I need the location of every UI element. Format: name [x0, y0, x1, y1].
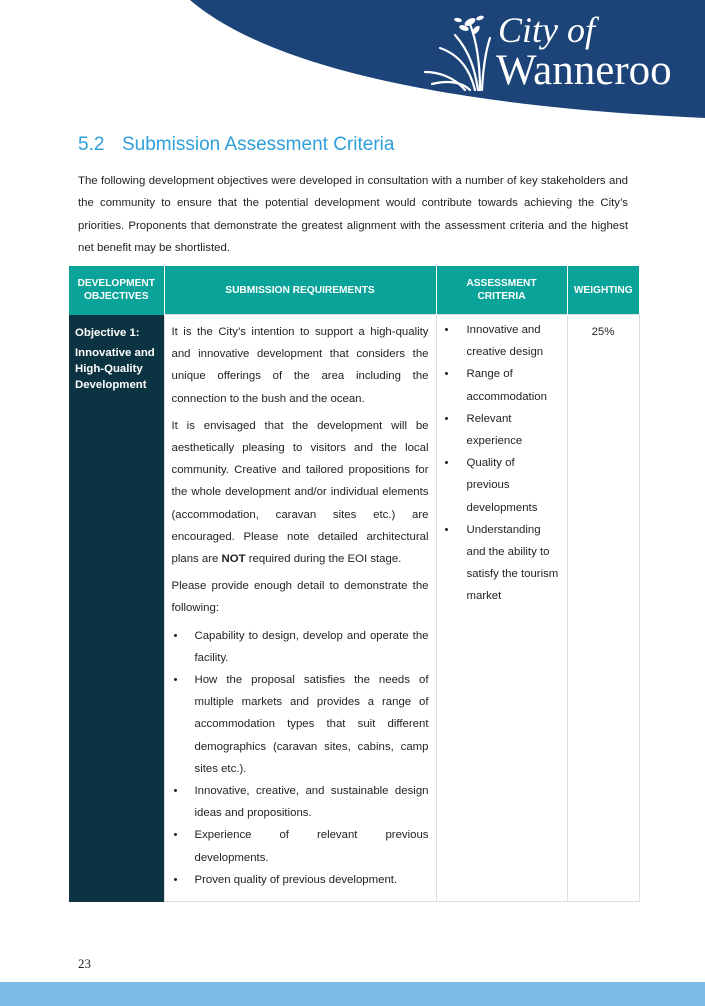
list-item: • Range of accommodation: [443, 363, 561, 407]
criteria-cell: [436, 315, 567, 902]
header-development-objectives: DEVELOPMENT OBJECTIVES: [69, 266, 164, 315]
objective-cell: [69, 315, 164, 902]
objective-label: Objective 1:: [75, 326, 140, 339]
requirements-list: [172, 625, 429, 891]
list-item: • Relevant experience: [443, 408, 561, 452]
logo-text-wanneroo: Wanneroo: [496, 47, 672, 94]
section-number: 5.2: [78, 134, 105, 155]
list-item: • Experience of relevant previous developments.: [172, 824, 429, 868]
weighting-cell: 25%: [567, 315, 639, 902]
header-submission-requirements: SUBMISSION REQUIREMENTS: [164, 266, 436, 315]
wheatgrass-icon: [420, 10, 500, 95]
list-item: • How the proposal satisfies the needs of multiple markets and provides a range of accommodation types that suit different demographics (caravan sites, cabins, camp sites etc.).: [172, 669, 429, 780]
requirements-paragraph-3: Please provide enough detail to demonstrate the following:: [171, 580, 429, 615]
section-title: Submission Assessment Criteria: [122, 134, 395, 155]
page-number: 23: [78, 956, 91, 971]
list-item: • Quality of previous developments: [443, 452, 561, 519]
criteria-list: [443, 319, 561, 608]
section-heading: [78, 134, 394, 156]
table-row: [69, 315, 639, 902]
emphasis-not: NOT: [221, 553, 246, 566]
list-item: • Proven quality of previous development.: [172, 869, 429, 891]
list-item: • Capability to design, develop and operate the facility.: [172, 625, 429, 669]
list-item: • Innovative, creative, and sustainable design ideas and propositions.: [172, 780, 429, 824]
requirements-paragraph-1: It is the City’s intention to support a high-quality and innovative development that considers the unique offerings of the area including the connection to the bush and the ocean.: [171, 326, 429, 405]
header-weighting: WEIGHTING: [567, 266, 639, 315]
objective-name: Innovative and High-Quality Development: [75, 346, 155, 391]
table-header-row: [69, 266, 639, 315]
footer-bar: [0, 982, 705, 1006]
header-assessment-criteria: ASSESSMENT CRITERIA: [436, 266, 567, 315]
intro-paragraph: The following development objectives were developed in consultation with a number of key stakeholders and the community to ensure that the potential development would contribute towards achieving the City’s priorities. Proponents that demonstrate the greatest alignment with the assessment criteria and the highest net benefit may be shortlisted.: [78, 175, 628, 254]
list-item: • Innovative and creative design: [443, 319, 561, 363]
list-item: • Understanding and the ability to satisfy the tourism market: [443, 519, 561, 608]
requirements-paragraph-2: It is envisaged that the development will be aesthetically pleasing to visitors and the local community. Creative and tailored propositions for the whole development and/or individual elements (accommodation, caravan sites etc.) are encouraged. Please note detailed architectural plans are NOT required during the EOI stage.: [171, 419, 429, 566]
requirements-cell: [164, 315, 436, 902]
assessment-criteria-table: [69, 266, 640, 902]
logo-text-city-of: City of: [498, 10, 595, 50]
